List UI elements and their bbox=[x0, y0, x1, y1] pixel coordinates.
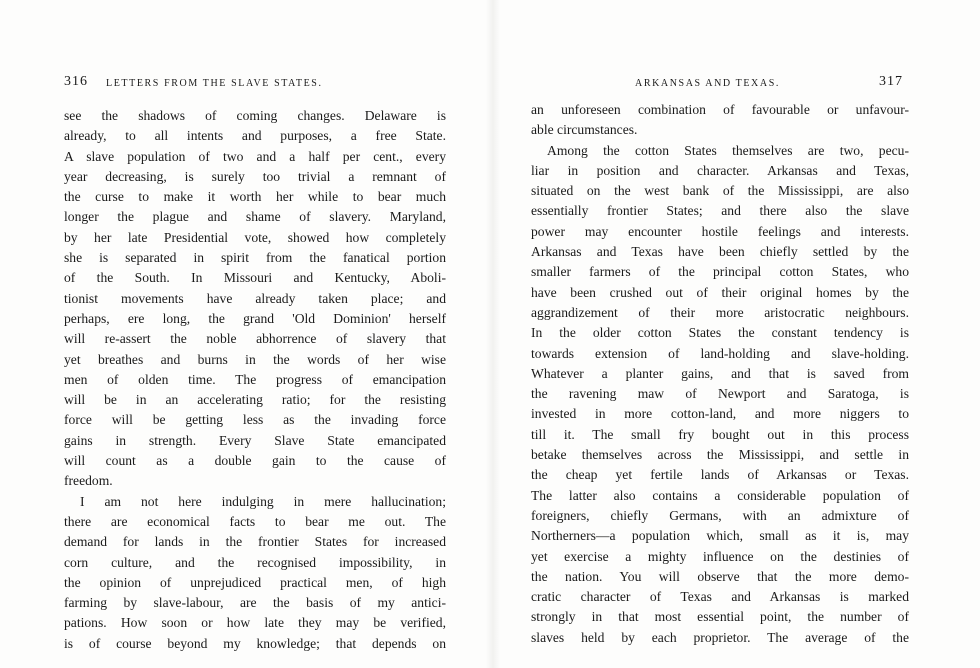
right-running-title: ARKANSAS AND TEXAS. bbox=[635, 78, 780, 89]
text-line: men of olden time. The progress of emancipation bbox=[64, 371, 446, 387]
left-page bbox=[64, 76, 446, 654]
text-line: already, to all intents and purposes, a free State. bbox=[64, 128, 446, 144]
right-running-head bbox=[531, 76, 909, 92]
text-line: longer the plague and shame of slavery. Maryland, bbox=[64, 209, 446, 225]
text-line: tionist movements have already taken place; and bbox=[64, 290, 446, 306]
text-line: betake themselves across the Mississippi, and settle in bbox=[531, 447, 909, 463]
text-line: will count as a double gain to the cause of bbox=[64, 453, 446, 469]
left-body-text bbox=[64, 106, 446, 654]
left-running-head bbox=[64, 76, 446, 92]
text-line: essentially frontier States; and there also the slave bbox=[531, 203, 909, 219]
text-line: corn culture, and the recognised impossibility, in bbox=[64, 554, 446, 570]
text-line: Northerners—a population which, small as it is, may bbox=[531, 528, 909, 544]
left-running-title: LETTERS FROM THE SLAVE STATES. bbox=[106, 78, 323, 89]
text-line: strongly in that most essential point, the number of bbox=[531, 609, 909, 625]
text-line: will re-assert the noble abhorrence of slavery that bbox=[64, 331, 446, 347]
text-line: the ravening maw of Newport and Saratoga, is bbox=[531, 386, 909, 402]
text-line: able circumstances. bbox=[531, 122, 638, 138]
text-line: smaller farmers of the principal cotton States, who bbox=[531, 264, 909, 280]
text-line: freedom. bbox=[64, 473, 113, 489]
text-line: the opinion of unprejudiced practical men, of high bbox=[64, 574, 446, 590]
text-line: situated on the west bank of the Mississippi, are also bbox=[531, 183, 909, 199]
right-page-number: 317 bbox=[879, 74, 903, 89]
text-line: an unforeseen combination of favourable or unfavour- bbox=[531, 102, 909, 117]
text-line: liar in position and character. Arkansas and Texas, bbox=[531, 162, 909, 178]
text-line: The latter also contains a considerable population of bbox=[531, 487, 909, 503]
text-line: aggrandizement of their more aristocratic neighbours. bbox=[531, 304, 909, 320]
text-line: till it. The small fry bought out in this process bbox=[531, 426, 909, 442]
text-line: year decreasing, is surely too trivial a remnant of bbox=[64, 168, 446, 184]
text-line: she is separated in spirit from the fanatical portion bbox=[64, 250, 446, 266]
text-line: invested in more cotton-land, and more niggers to bbox=[531, 406, 909, 422]
text-line: gains in strength. Every Slave State emancipated bbox=[64, 432, 446, 448]
text-line: I am not here indulging in mere hallucination; bbox=[80, 493, 446, 509]
text-line: yet exercise a mighty influence on the destinies of bbox=[531, 548, 909, 564]
text-line: A slave population of two and a half per cent., every bbox=[64, 148, 446, 164]
text-line: is of course beyond my knowledge; that depends on bbox=[64, 635, 446, 651]
text-line: Whatever a planter gains, and that is saved from bbox=[531, 365, 909, 381]
text-line: have been crushed out of their original homes by the bbox=[531, 284, 909, 300]
text-line: see the shadows of coming changes. Delaware is bbox=[64, 108, 446, 123]
text-line: foreigners, chiefly Germans, with an admixture of bbox=[531, 507, 909, 523]
text-line: of the South. In Missouri and Kentucky, Aboli- bbox=[64, 270, 446, 286]
text-line: farming by slave-labour, are the basis of my antici- bbox=[64, 595, 446, 611]
text-line: will be in an accelerating ratio; for the resisting bbox=[64, 392, 446, 408]
text-line: the curse to make it worth her while to bear much bbox=[64, 189, 446, 205]
text-line: cratic character of Texas and Arkansas is marked bbox=[531, 589, 909, 605]
text-line: towards extension of land-holding and slave-holding. bbox=[531, 345, 909, 361]
text-line: there are economical facts to bear me out. The bbox=[64, 513, 446, 529]
text-line: demand for lands in the frontier States for increased bbox=[64, 534, 446, 550]
right-body-text bbox=[531, 100, 909, 648]
text-line: power may encounter hostile feelings and interests. bbox=[531, 223, 909, 239]
right-page bbox=[531, 76, 909, 648]
text-line: yet breathes and burns in the words of her wise bbox=[64, 351, 446, 367]
text-line: Arkansas and Texas have been chiefly settled by the bbox=[531, 244, 909, 260]
text-line: perhaps, ere long, the grand 'Old Dominion' herself bbox=[64, 310, 446, 326]
text-line: In the older cotton States the constant tendency is bbox=[531, 325, 909, 341]
text-line: by her late Presidential vote, showed how completely bbox=[64, 229, 446, 245]
text-line: the nation. You will observe that the more demo- bbox=[531, 568, 909, 584]
book-gutter bbox=[486, 0, 500, 668]
left-page-number: 316 bbox=[64, 74, 88, 89]
text-line: Among the cotton States themselves are two, pecu- bbox=[547, 142, 909, 158]
text-line: the cheap yet fertile lands of Arkansas or Texas. bbox=[531, 467, 909, 483]
text-line: force will be getting less as the invading force bbox=[64, 412, 446, 428]
text-line: pations. How soon or how late they may be verified, bbox=[64, 615, 446, 631]
text-line: slaves held by each proprietor. The average of the bbox=[531, 629, 909, 645]
